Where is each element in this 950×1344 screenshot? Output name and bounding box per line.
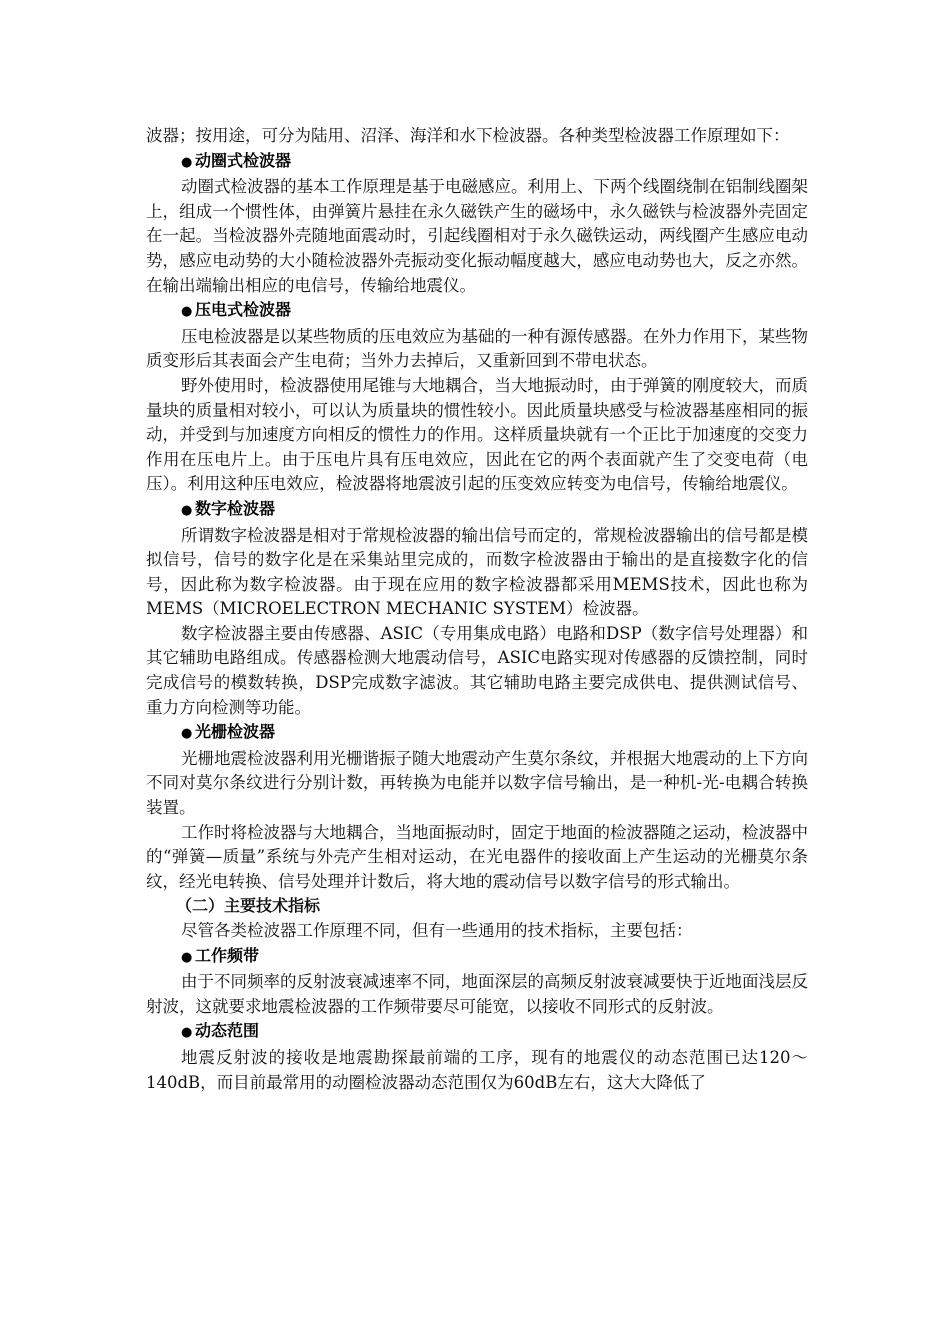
- heading-text: 动圈式检波器: [195, 150, 292, 170]
- heading-text: 动态范围: [195, 1021, 260, 1041]
- bullet-icon: ●: [181, 502, 193, 518]
- bullet-icon: ●: [181, 726, 193, 742]
- paragraph: 波器；按用途，可分为陆用、沼泽、海洋和水下检波器。各种类型检波器工作原理如下：: [146, 126, 790, 145]
- paragraph: 尽管各类检波器工作原理不同，但有一些通用的技术指标，主要包括：: [181, 921, 693, 940]
- section-heading-frequency-band: [146, 944, 808, 971]
- section-heading-dynamic-range: [146, 1019, 808, 1046]
- paragraph: 数字检波器主要由传感器、ASIC（专用集成电路）电路和DSP（数字信号处理器）和其它辅助电路组成。传感器检测大地震动信号，ASIC电路实现对传感器的反馈控制，同时完成信号的模数转换，DSP完成数字滤波。其它辅助电路主要完成供电、提供测试信号、重力方向检测等功能。: [146, 623, 808, 717]
- bullet-icon: ●: [181, 154, 193, 170]
- heading-text: 压电式检波器: [195, 300, 292, 320]
- subsection-heading-tech-specs: （二）主要技术指标: [176, 896, 321, 916]
- paragraph: 工作时将检波器与大地耦合，当地面振动时，固定于地面的检波器随之运动，检波器中的“弹簧—质量”系统与外壳产生相对运动，在光电器件的接收面上产生运动的光栅莫尔条纹，经光电转换、信号处理并计数后，将大地的震动信号以数字信号的形式输出。: [146, 822, 808, 891]
- section-heading-digital: [146, 497, 808, 524]
- paragraph: 地震反射波的接收是地震勘探最前端的工序，现有的地震仪的动态范围已达120～140dB，而目前最常用的动圈检波器动态范围仅为60dB左右，这大大降低了: [146, 1047, 808, 1092]
- heading-text: 工作频带: [195, 945, 260, 965]
- paragraph: 压电检波器是以某些物质的压电效应为基础的一种有源传感器。在外力作用下，某些物质变形后其表面会产生电荷；当外力去掉后，又重新回到不带电状态。: [146, 326, 808, 371]
- paragraph: 野外使用时，检波器使用尾锥与大地耦合，当大地振动时，由于弹簧的刚度较大，而质量块的质量相对较小，可以认为质量块的惯性较小。因此质量块感受与检波器基座相同的振动，并受到与加速度方向相反的惯性力的作用。这样质量块就有一个正比于加速度的交变力作用在压电片上。由于压电片具有压电效应，因此在它的两个表面就产生了交变电荷（电压）。利用这种压电效应，检波器将地震波引起的压变效应转变为电信号，传输给地震仪。: [146, 375, 808, 494]
- bullet-icon: ●: [181, 304, 193, 320]
- paragraph: 动圈式检波器的基本工作原理是基于电磁感应。利用上、下两个线圈绕制在铝制线圈架上，组成一个惯性体，由弹簧片悬挂在永久磁铁产生的磁场中，永久磁铁与检波器外壳固定在一起。当检波器外壳随地面震动时，引起线圈相对于永久磁铁运动，两线圈产生感应电动势，感应电动势的大小随检波器外壳振动变化振动幅度越大，感应电动势也大，反之亦然。在输出端输出相应的电信号，传输给地震仪。: [146, 177, 808, 295]
- paragraph: 所谓数字检波器是相对于常规检波器的输出信号而定的，常规检波器输出的信号都是模拟信号，信号的数字化是在采集站里完成的，而数字检波器由于输出的是直接数字化的信号，因此称为数字检波器。由于现在应用的数字检波器都采用MEMS技术，因此也称为MEMS（MICROELECTRON MECHANIC SYSTEM）检波器。: [146, 525, 808, 619]
- document-page: [146, 124, 808, 1095]
- section-heading-moving-coil: [146, 149, 808, 176]
- paragraph: 光栅地震检波器利用光栅谐振子随大地震动产生莫尔条纹，并根据大地震动的上下方向不同对莫尔条纹进行分别计数，再转换为电能并以数字信号输出，是一种机-光-电耦合转换装置。: [146, 748, 808, 818]
- bullet-icon: ●: [181, 1025, 193, 1041]
- section-heading-piezoelectric: [146, 298, 808, 325]
- section-heading-grating: [146, 720, 808, 747]
- heading-text: 数字检波器: [195, 498, 276, 518]
- heading-text: 光栅检波器: [195, 722, 276, 742]
- bullet-icon: ●: [181, 949, 193, 965]
- paragraph: 由于不同频率的反射波衰减速率不同，地面深层的高频反射波衰减要快于近地面浅层反射波，这就要求地震检波器的工作频带要尽可能宽，以接收不同形式的反射波。: [146, 972, 808, 1016]
